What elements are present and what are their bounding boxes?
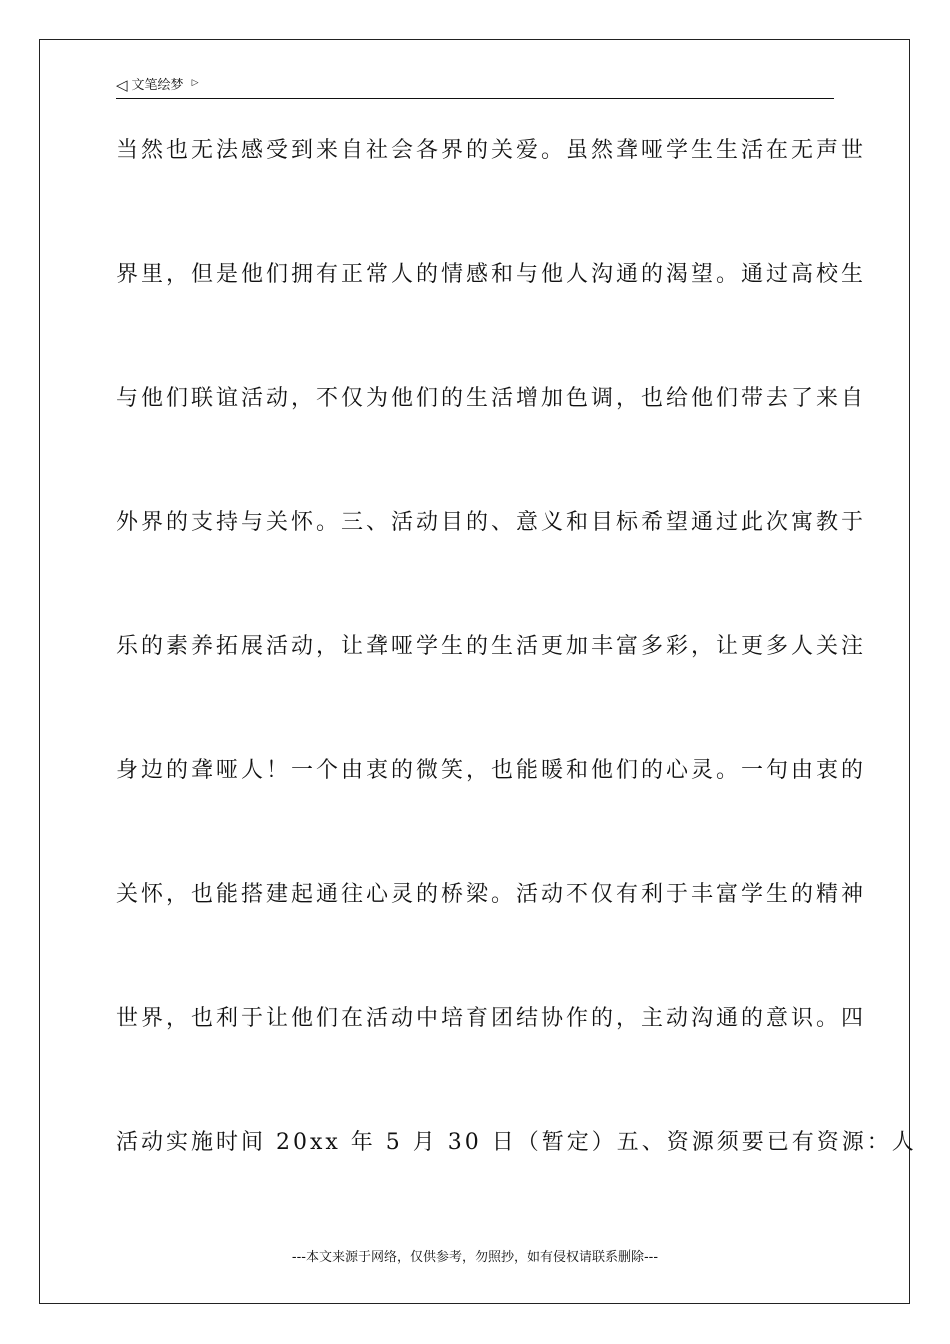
text-line: 世界，也利于让他们在活动中培育团结协作的，主动沟通的意识。四: [116, 1006, 867, 1031]
text-line: 界里，但是他们拥有正常人的情感和与他人沟通的渴望。通过高校生: [116, 262, 867, 287]
page-footer-disclaimer: ---本文来源于网络，仅供参考，勿照抄，如有侵权请联系删除---: [291, 1250, 659, 1265]
text-line: 关怀，也能搭建起通往心灵的桥梁。活动不仅有利于丰富学生的精神: [116, 882, 867, 907]
header-title: 文笔绘梦: [131, 78, 184, 93]
text-line: 与他们联谊活动，不仅为他们的生活增加色调，也给他们带去了来自: [116, 386, 867, 411]
document-body: [116, 124, 917, 1240]
text-line: 当然也无法感受到来自社会各界的关爱。虽然聋哑学生生活在无声世: [116, 138, 867, 163]
text-line: 身边的聋哑人！一个由衷的微笑，也能暖和他们的心灵。一句由衷的: [116, 758, 867, 783]
text-line: 外界的支持与关怀。三、活动目的、意义和目标希望通过此次寓教于: [116, 510, 867, 535]
text-line: 乐的素养拓展活动，让聋哑学生的生活更加丰富多彩，让更多人关注: [116, 634, 867, 659]
triangle-left-icon: ◁: [116, 76, 128, 94]
triangle-right-icon: ▷: [191, 78, 199, 88]
page-header: [116, 74, 834, 99]
text-line: 活动实施时间 20xx 年 5 月 30 日（暂定）五、资源须要已有资源：人: [116, 1130, 917, 1155]
